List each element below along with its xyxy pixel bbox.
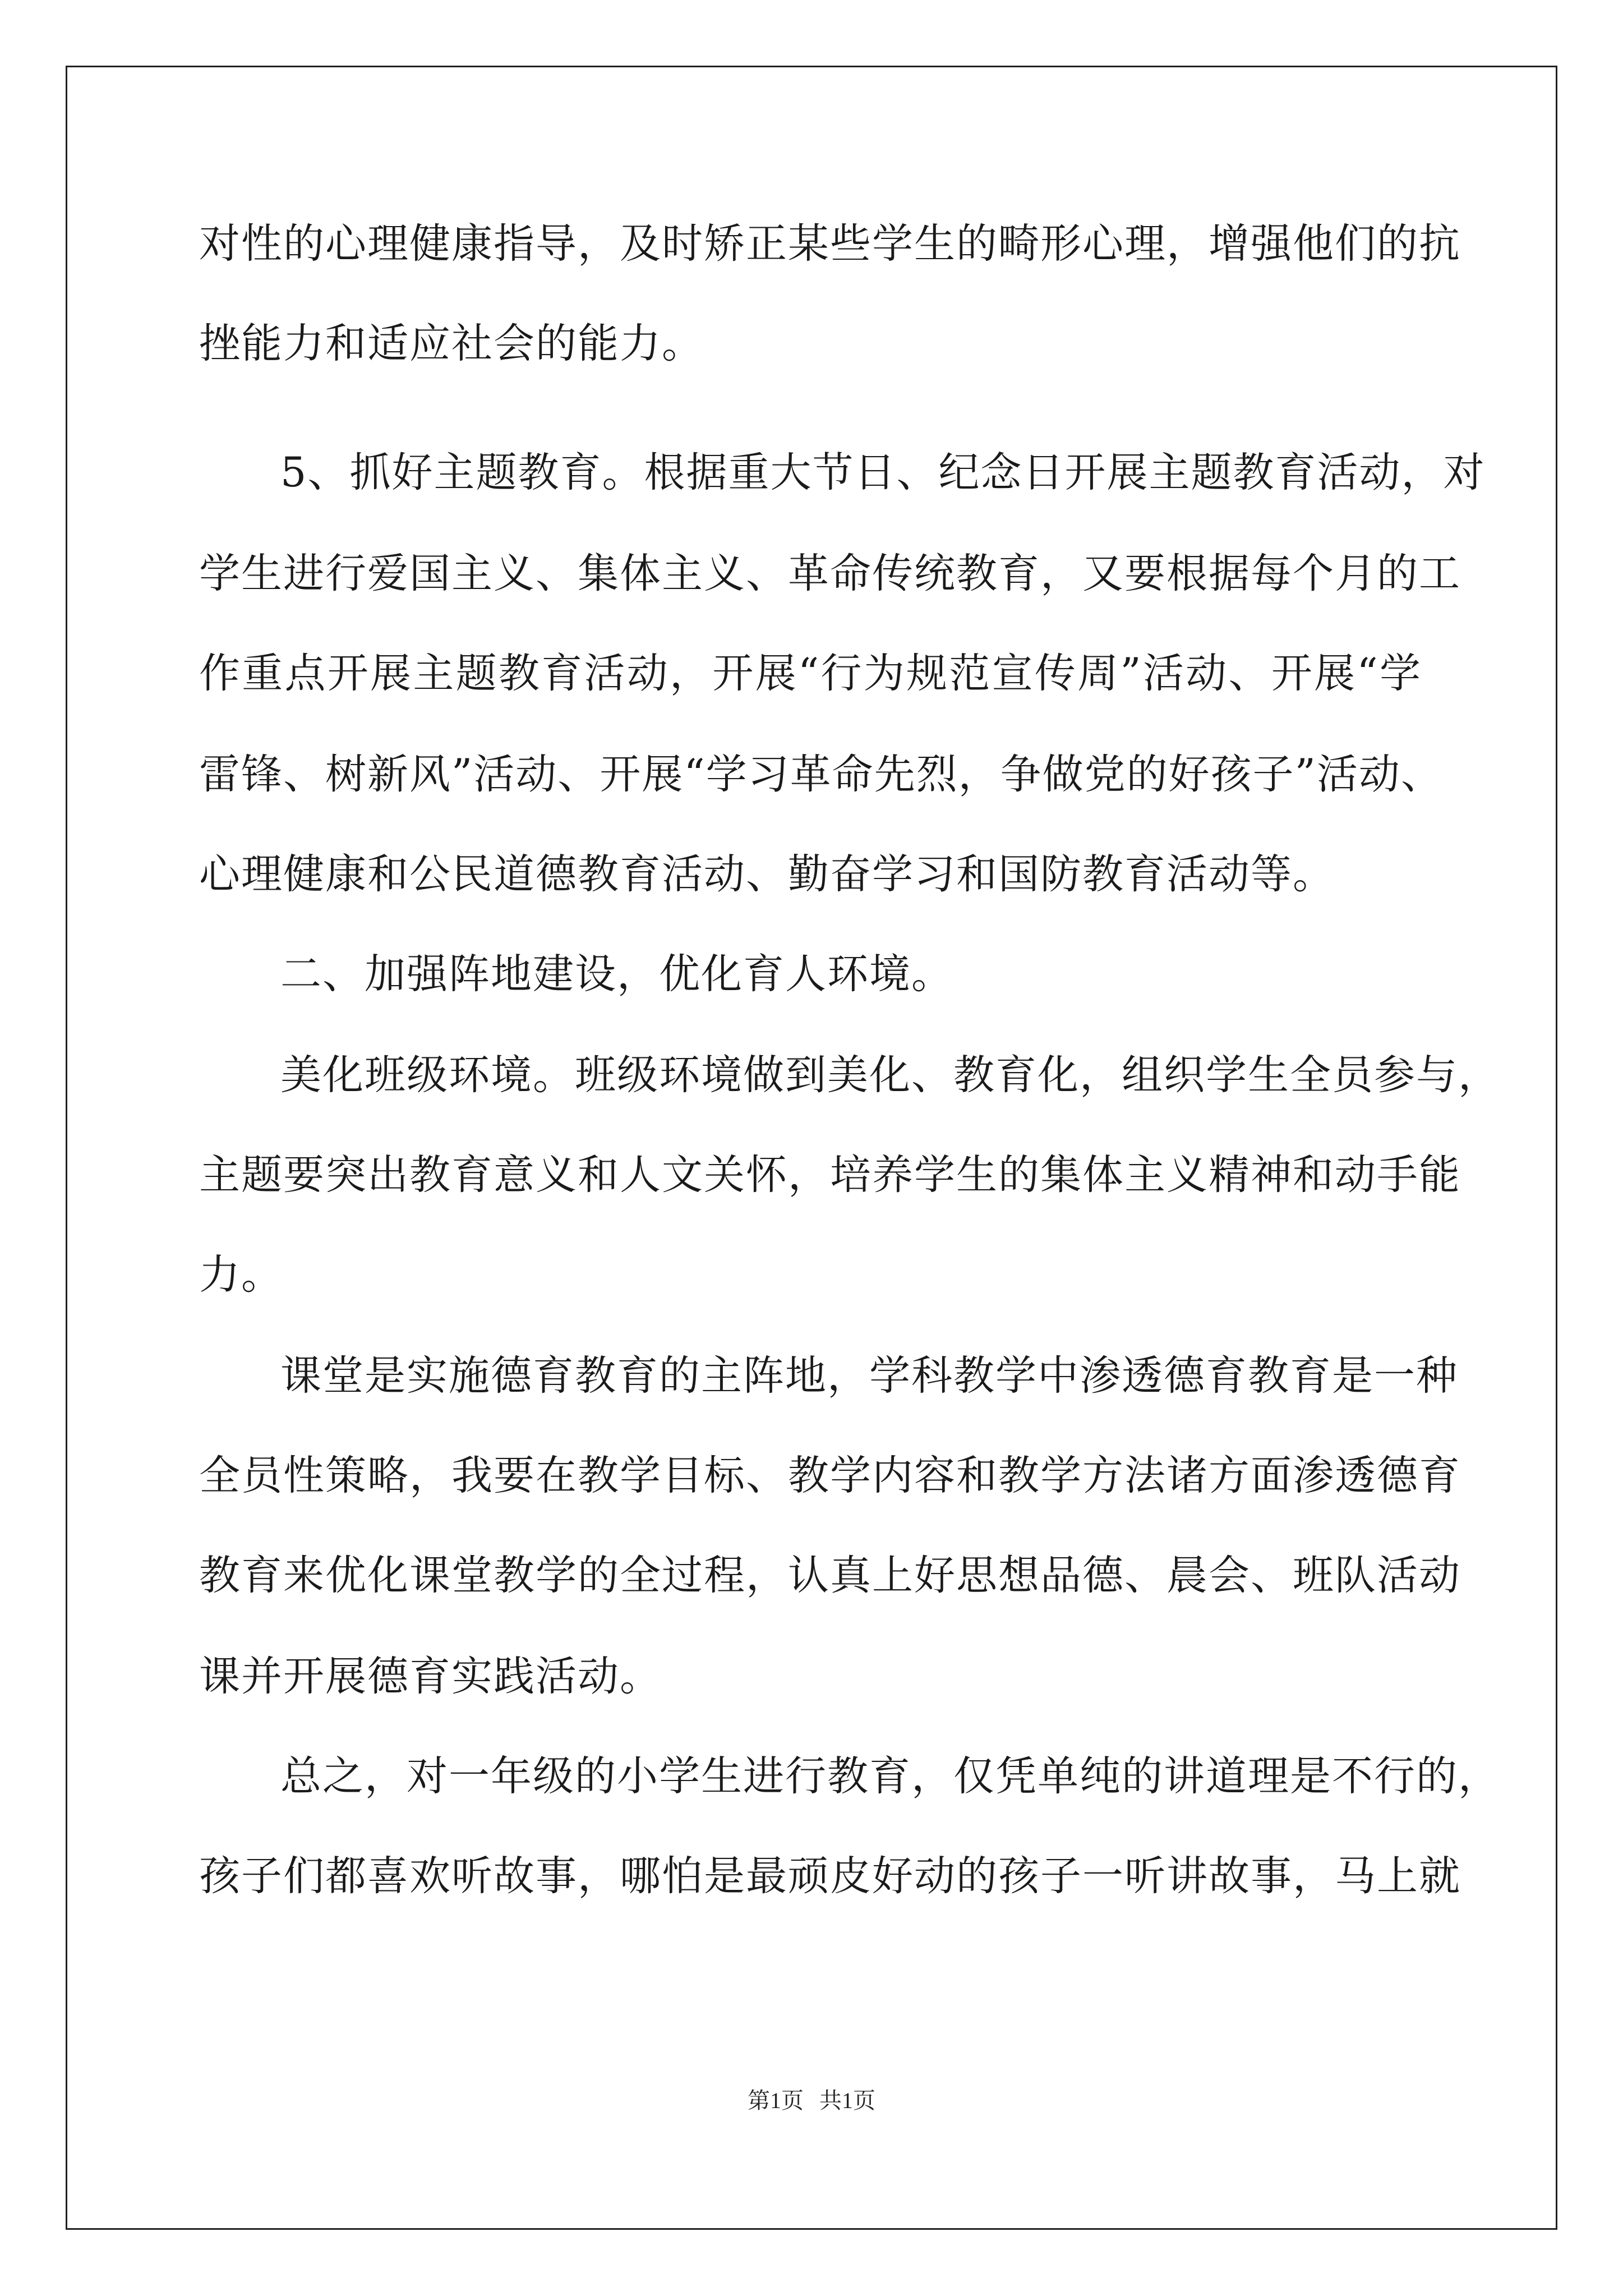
text-line: 挫能力和适应社会的能力。 xyxy=(199,320,704,367)
text-line: 孩子们都喜欢听故事，哪怕是最顽皮好动的孩子一听讲故事，马上就 xyxy=(199,1852,1461,1900)
paragraph-first-line: 5、抓好主题教育。根据重大节日、纪念日开展主题教育活动，对 xyxy=(280,449,1486,496)
paragraph-first-line: 课堂是实施德育教育的主阵地，学科教学中渗透德育教育是一种 xyxy=(280,1352,1458,1400)
text-line: 教育来优化课堂教学的全过程，认真上好思想品德、晨会、班队活动 xyxy=(199,1552,1461,1599)
text-line: 心理健康和公民道德教育活动、勤奋学习和国防教育活动等。 xyxy=(199,850,1335,898)
text-line: 全员性策略，我要在教学目标、教学内容和教学方法诸方面渗透德育 xyxy=(199,1452,1461,1499)
text-line: 作重点开展主题教育活动，开展“行为规范宣传周”活动、开展“学 xyxy=(199,650,1422,697)
text-line: 主题要突出教育意义和人文关怀，培养学生的集体主义精神和动手能 xyxy=(199,1151,1461,1199)
text-line: 雷锋、树新风”活动、开展“学习革命先烈，争做党的好孩子”活动、 xyxy=(199,751,1443,798)
page-footer xyxy=(0,2087,1623,2115)
paragraph-first-line: 美化班级环境。班级环境做到美化、教育化，组织学生全员参与， xyxy=(280,1051,1500,1099)
page-number: 第1页 xyxy=(748,2088,804,2113)
text-line: 学生进行爱国主义、集体主义、革命传统教育，又要根据每个月的工 xyxy=(199,550,1461,597)
section-heading: 二、加强阵地建设，优化育人环境。 xyxy=(280,950,953,998)
paragraph-first-line: 总之，对一年级的小学生进行教育，仅凭单纯的讲道理是不行的， xyxy=(280,1752,1500,1800)
text-line: 力。 xyxy=(199,1251,283,1299)
page-total: 共1页 xyxy=(819,2088,875,2113)
text-line: 对性的心理健康指导，及时矫正某些学生的畸形心理，增强他们的抗 xyxy=(199,220,1461,268)
text-line: 课并开展德育实践活动。 xyxy=(199,1653,662,1700)
